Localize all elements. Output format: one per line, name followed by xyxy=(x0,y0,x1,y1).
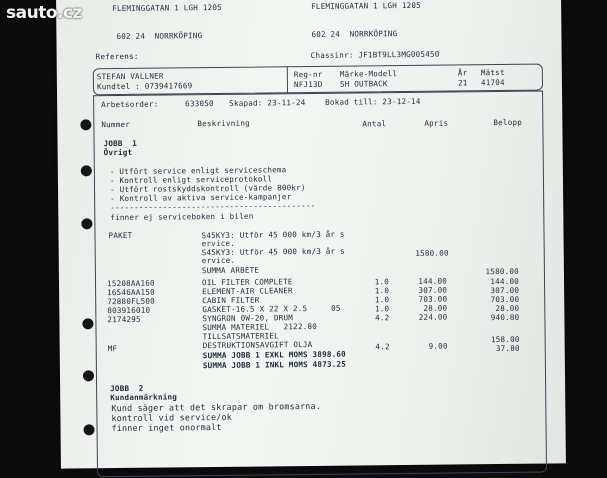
meter-label: Mätst xyxy=(480,67,505,78)
job1-note: - Kontroll enligt serviceprotokoll xyxy=(109,174,273,186)
part-number: 2174295 xyxy=(107,314,141,325)
part-qty: 1.0 xyxy=(374,277,390,287)
job1-note: - Utfört rostskyddskontroll (värde 800kr) xyxy=(109,183,306,195)
punch-hole xyxy=(82,318,93,329)
part-number: 16546AA150 xyxy=(107,287,155,298)
customer-phone: Kundtel : 0739417669 xyxy=(96,81,193,92)
package-line: S45KY3: Utför 45 000 km/3 år s xyxy=(201,246,345,258)
part-price: 703.00 xyxy=(418,294,448,304)
part-qty: 1.0 xyxy=(374,286,390,296)
package-price: 1580.00 xyxy=(415,248,449,258)
vehicle-year: 21 xyxy=(457,78,468,88)
col-amount: Belopp xyxy=(493,117,523,128)
order-number: 633050 xyxy=(185,98,214,109)
labor-label: SUMMA ARBETE xyxy=(201,265,260,276)
part-price: 307.00 xyxy=(418,285,448,295)
chassis-number: Chassinr: JF1BT9LL3MG005450 xyxy=(310,49,440,60)
col-qty: Antal xyxy=(362,119,387,129)
job1-title: JOBB 1 xyxy=(103,138,138,149)
part-description: SYNGRON 0W-20, DRUM xyxy=(202,313,294,324)
reg-number: NFJ13D xyxy=(293,79,323,90)
part-description: GASKET-16.5 X 22 X 2.5 05 xyxy=(202,303,341,315)
part-amount: 940.80 xyxy=(490,312,520,323)
part-amount: 144.00 xyxy=(490,276,520,287)
part-price: 28.00 xyxy=(423,303,448,313)
job2-line: Kund säger att det skrapar om bromsarna. xyxy=(111,400,322,414)
mf-amount: 37.80 xyxy=(495,343,520,354)
job2-line: finner inget onormalt xyxy=(111,421,222,434)
supplies-amount: 158.00 xyxy=(490,334,520,345)
part-description: OIL FILTER COMPLETE xyxy=(201,277,293,288)
job2-title: JOBB 2 xyxy=(110,383,144,394)
watermark-text: sauto.cz xyxy=(6,3,82,23)
order-created: Skapad: 23-11-24 xyxy=(229,98,306,108)
material-sum: SUMMA MATERIEL 2122.80 xyxy=(202,321,318,333)
mf-qty: 4.2 xyxy=(375,342,390,352)
owner-street: FLEMINGGATAN 1 LGH 1205 xyxy=(311,0,421,11)
package-line: ervice. xyxy=(201,238,236,249)
package-line: ervice. xyxy=(201,255,236,266)
job1-note: - Utfört service enligt serviceschema xyxy=(109,165,287,177)
customer-name: STEFAN VALLNER xyxy=(96,71,164,82)
col-description: Beskrivning xyxy=(197,118,250,129)
punch-hole xyxy=(80,119,91,130)
job1-note: - Kontroll av aktiva service-kampanjer xyxy=(110,192,292,204)
order-label: Arbetsorder: xyxy=(101,99,159,110)
package-line: S45KY3: Utför 45 000 km/3 år s xyxy=(201,229,345,241)
col-number: Nummer xyxy=(101,119,131,130)
customer-street: FLEMINGGATAN 1 LGH 1205 xyxy=(112,2,222,14)
punch-hole xyxy=(81,165,92,176)
references-label: Referens: xyxy=(95,51,139,62)
part-price: 224.00 xyxy=(418,312,448,322)
part-price: 144.00 xyxy=(418,276,448,286)
punch-hole xyxy=(83,370,94,381)
site-watermark xyxy=(6,3,82,23)
part-description: ELEMENT-AIR CLEANER xyxy=(202,286,293,297)
job1-dashes: ------------------------------------------- xyxy=(110,200,316,213)
work-order-paper xyxy=(56,0,566,469)
part-number: 803916010 xyxy=(107,305,151,316)
order-booked: Bokad till: 23-12-14 xyxy=(325,96,421,107)
part-number: 72880FL500 xyxy=(107,296,155,307)
customer-city: 602 24 NORRKÖPING xyxy=(116,31,203,42)
supplies-label: TILLSATSMATERIEL xyxy=(202,331,279,342)
part-qty: 1.0 xyxy=(374,304,390,314)
part-amount: 307.00 xyxy=(490,285,520,296)
part-amount: 28.00 xyxy=(495,303,520,314)
job2-subtitle: Kundanmärkning xyxy=(110,392,178,403)
meter-reading: 41704 xyxy=(480,77,505,88)
mf-description: DESTRUKTIONSAVGIFT OLJA xyxy=(202,339,313,351)
job1-total-excl-vat: SUMMA JOBB 1 EXKL MOMS 3898.60 xyxy=(202,349,346,361)
part-number: 15208AA160 xyxy=(106,278,155,289)
part-qty: 4.2 xyxy=(375,313,390,323)
job1-total-incl-vat: SUMMA JOBB 1 INKL MOMS 4873.25 xyxy=(202,359,347,371)
part-qty: 1.0 xyxy=(374,295,390,305)
mf-price: 9.00 xyxy=(428,341,448,351)
model-label: Märke-Modell xyxy=(339,69,398,79)
job1-subtitle: Övrigt xyxy=(103,147,133,158)
part-amount: 703.00 xyxy=(490,294,520,305)
owner-city: 602 24 NORRKÖPING xyxy=(311,29,398,39)
year-label: År xyxy=(457,68,468,78)
job2-line: kontroll vid service/ok xyxy=(111,411,233,424)
part-description: CABIN FILTER xyxy=(202,295,260,306)
punch-hole xyxy=(83,424,94,435)
vehicle-model: SH OUTBACK xyxy=(339,79,388,89)
mf-number: MF xyxy=(107,344,118,354)
labor-total: 1580.00 xyxy=(485,266,519,277)
package-label: PAKET xyxy=(108,230,133,241)
reg-label: Reg-nr xyxy=(293,69,323,80)
col-price: Apris xyxy=(424,118,449,128)
job1-note-extra: finner ej serviceboken i bilen xyxy=(110,211,254,223)
punch-hole xyxy=(81,218,92,229)
